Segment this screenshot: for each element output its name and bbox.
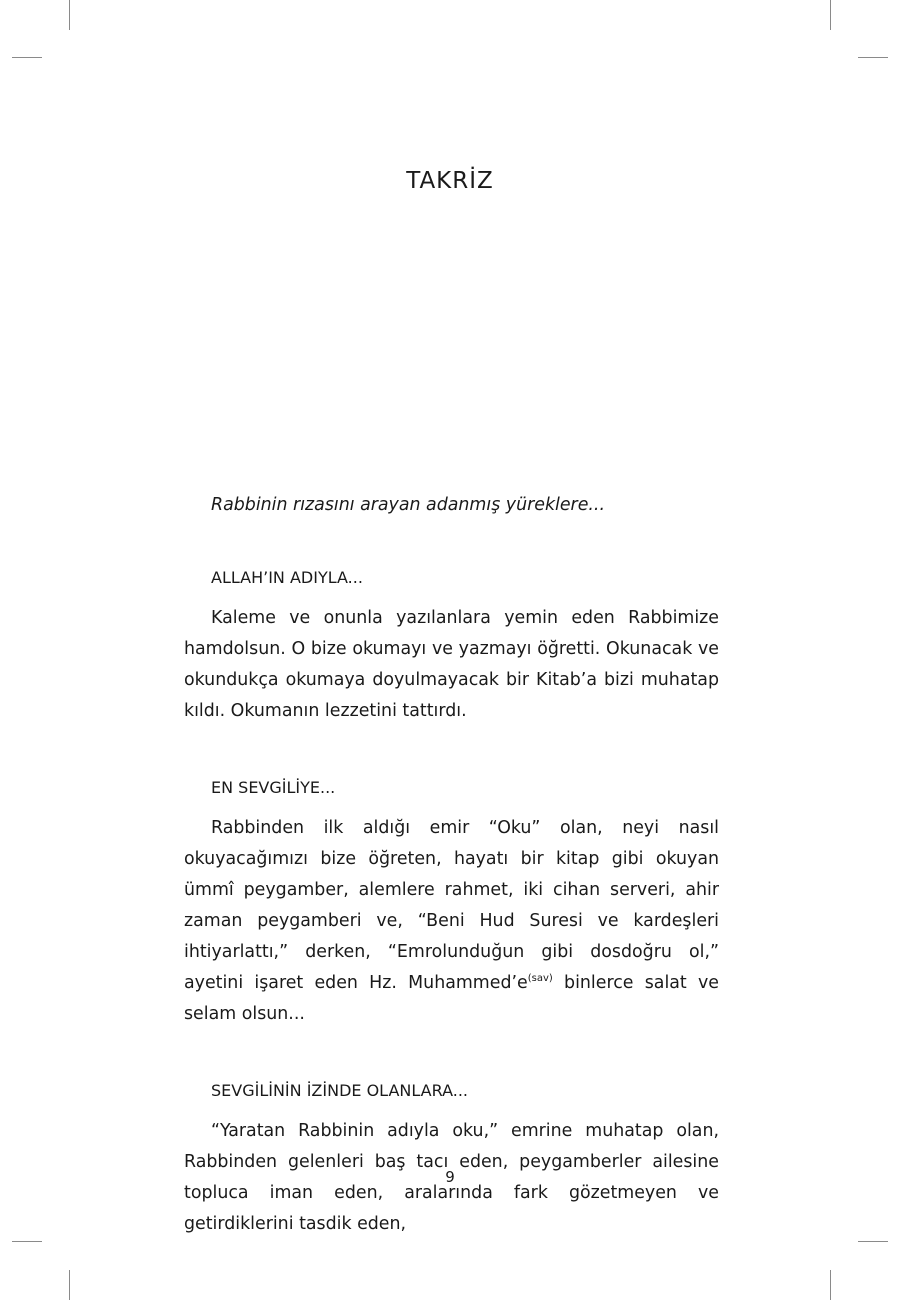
crop-mark: [69, 0, 70, 30]
page-body: [184, 490, 719, 1240]
section-paragraph: [184, 813, 719, 1030]
section-heading: EN SEVGİLİYE...: [211, 778, 336, 797]
crop-mark: [69, 1270, 70, 1300]
crop-mark: [12, 1241, 42, 1242]
paragraph-text: binlerce salat ve selam olsun...: [184, 973, 719, 1024]
section-heading: ALLAH’IN ADIYLA...: [211, 568, 363, 587]
paragraph-text: Rabbinden ilk aldığı emir “Oku” olan, neyi nasıl okuyacağımızı bize öğreten, hayatı bir kitap gibi okuyan ümmî peygamber, alemlere rahmet, iki cihan serveri, ahir zaman peygamberi ve, “Beni Hud Suresi ve kardeşleri ihtiyarlattı,” derken, “Emrolunduğun gibi dosdoğru ol,” ayetini işaret eden Hz. Muhammed’e: [184, 818, 719, 993]
superscript-sav: (sav): [527, 973, 553, 985]
section-paragraph: “Yaratan Rabbinin adıyla oku,” emrine muhatap olan, Rabbinden gelenleri baş tacı eden, peygamberler ailesine topluca iman eden, aralarında fark gözetmeyen ve getirdiklerini tasdik eden,: [184, 1121, 719, 1234]
crop-mark: [858, 1241, 888, 1242]
crop-mark: [858, 57, 888, 58]
crop-mark: [830, 0, 831, 30]
section-heading: SEVGİLİNİN İZİNDE OLANLARA...: [211, 1081, 468, 1100]
page-title: TAKRİZ: [406, 168, 494, 194]
crop-mark: [12, 57, 42, 58]
page-number: 9: [445, 1168, 455, 1186]
section-paragraph: Kaleme ve onunla yazılanlara yemin eden Rabbimize hamdolsun. O bize okumayı ve yazmayı öğretti. Okunacak ve okundukça okumaya doyulmayacak bir Kitab’a bizi muhatap kıldı. Okumanın lezzetini tattırdı.: [184, 608, 719, 721]
crop-mark: [830, 1270, 831, 1300]
dedication: Rabbinin rızasını arayan adanmış yüreklere...: [211, 495, 605, 515]
